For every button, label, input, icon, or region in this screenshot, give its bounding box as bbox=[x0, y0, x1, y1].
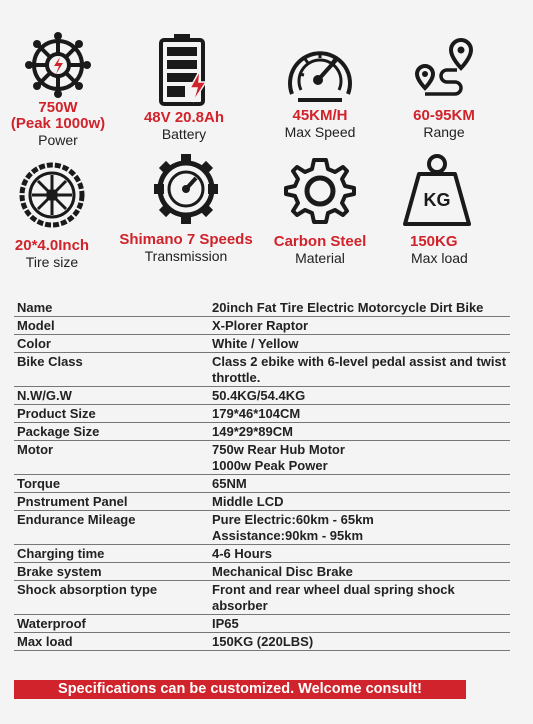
table-row bbox=[14, 317, 510, 335]
spec-key: Brake system bbox=[14, 563, 209, 581]
feature-value: 20*4.0Inch bbox=[14, 237, 90, 254]
spec-value: X-Plorer Raptor bbox=[209, 317, 510, 335]
feature-label: Max load bbox=[411, 250, 468, 266]
spec-key: N.W/G.W bbox=[14, 387, 209, 405]
spec-key: Name bbox=[14, 299, 209, 317]
spec-key: Torque bbox=[14, 475, 209, 493]
table-row bbox=[14, 475, 510, 493]
spec-key: Max load bbox=[14, 633, 209, 651]
gear-speed-icon bbox=[150, 150, 222, 228]
kg-weight-icon bbox=[401, 152, 473, 230]
table-row bbox=[14, 563, 510, 581]
route-pin-icon bbox=[411, 36, 477, 108]
spec-value: 4-6 Hours bbox=[209, 545, 510, 563]
feature-label: Battery bbox=[161, 126, 207, 142]
table-row bbox=[14, 493, 510, 511]
spec-value: Pure Electric:60km - 65km Assistance:90km - 95km bbox=[209, 511, 510, 545]
table-row bbox=[14, 633, 510, 651]
feature-battery bbox=[119, 32, 249, 143]
spec-value: 750w Rear Hub Motor 1000w Peak Power bbox=[209, 441, 510, 475]
spec-key: Model bbox=[14, 317, 209, 335]
feature-value: Shimano 7 Speeds bbox=[119, 231, 253, 248]
spec-value: 65NM bbox=[209, 475, 510, 493]
table-row bbox=[14, 299, 510, 317]
table-row bbox=[14, 545, 510, 563]
spec-value: White / Yellow bbox=[209, 335, 510, 353]
spec-table bbox=[14, 299, 510, 651]
spec-key: Charging time bbox=[14, 545, 209, 563]
feature-load bbox=[372, 152, 502, 267]
speedometer-icon bbox=[284, 38, 356, 106]
spec-key: Product Size bbox=[14, 405, 209, 423]
customize-banner: Specifications can be customized. Welcome consult! bbox=[14, 680, 466, 699]
spec-key: Color bbox=[14, 335, 209, 353]
spec-value: IP65 bbox=[209, 615, 510, 633]
table-row bbox=[14, 615, 510, 633]
feature-label: Transmission bbox=[144, 248, 228, 264]
feature-transmission bbox=[121, 150, 251, 265]
table-row bbox=[14, 405, 510, 423]
table-row bbox=[14, 581, 510, 615]
table-row bbox=[14, 511, 510, 545]
feature-power bbox=[0, 30, 123, 149]
spec-key: Pnstrument Panel bbox=[14, 493, 209, 511]
feature-label: Material bbox=[295, 250, 345, 266]
spec-value: Mechanical Disc Brake bbox=[209, 563, 510, 581]
kg-icon-text: KG bbox=[423, 190, 451, 210]
table-row bbox=[14, 335, 510, 353]
table-row bbox=[14, 387, 510, 405]
spec-value: 50.4KG/54.4KG bbox=[209, 387, 510, 405]
feature-tire bbox=[0, 158, 117, 271]
feature-grid bbox=[0, 0, 533, 290]
feature-material bbox=[255, 154, 385, 267]
feature-label: Range bbox=[423, 124, 465, 140]
feature-label: Tire size bbox=[25, 254, 79, 270]
spec-key: Waterproof bbox=[14, 615, 209, 633]
spec-key: Package Size bbox=[14, 423, 209, 441]
cog-icon bbox=[283, 154, 357, 230]
spec-value: 150KG (220LBS) bbox=[209, 633, 510, 651]
spec-value: 20inch Fat Tire Electric Motorcycle Dirt Bike bbox=[209, 299, 510, 317]
feature-label: Max Speed bbox=[284, 124, 356, 140]
feature-range bbox=[379, 36, 509, 141]
spec-value: Class 2 ebike with 6-level pedal assist and twist throttle. bbox=[209, 353, 510, 387]
feature-value: 48V 20.8Ah bbox=[143, 109, 225, 126]
feature-value: 60-95KM bbox=[413, 107, 475, 124]
feature-value: Carbon Steel bbox=[273, 233, 367, 250]
motor-gear-icon bbox=[23, 30, 93, 100]
table-row bbox=[14, 353, 510, 387]
table-row bbox=[14, 423, 510, 441]
spec-key: Bike Class bbox=[14, 353, 209, 387]
spec-value: 179*46*104CM bbox=[209, 405, 510, 423]
battery-icon bbox=[154, 32, 214, 108]
tire-icon bbox=[16, 158, 88, 232]
feature-value: 150KG bbox=[410, 233, 458, 250]
spec-key: Shock absorption type bbox=[14, 581, 209, 615]
table-row bbox=[14, 441, 510, 475]
feature-speed bbox=[255, 38, 385, 141]
feature-label: Power bbox=[38, 132, 78, 148]
spec-key: Motor bbox=[14, 441, 209, 475]
feature-value: 45KM/H bbox=[292, 107, 348, 124]
spec-value: 149*29*89CM bbox=[209, 423, 510, 441]
spec-key: Endurance Mileage bbox=[14, 511, 209, 545]
feature-value: 750W (Peak 1000w) bbox=[10, 99, 106, 132]
spec-value: Front and rear wheel dual spring shock absorber bbox=[209, 581, 510, 615]
spec-value: Middle LCD bbox=[209, 493, 510, 511]
